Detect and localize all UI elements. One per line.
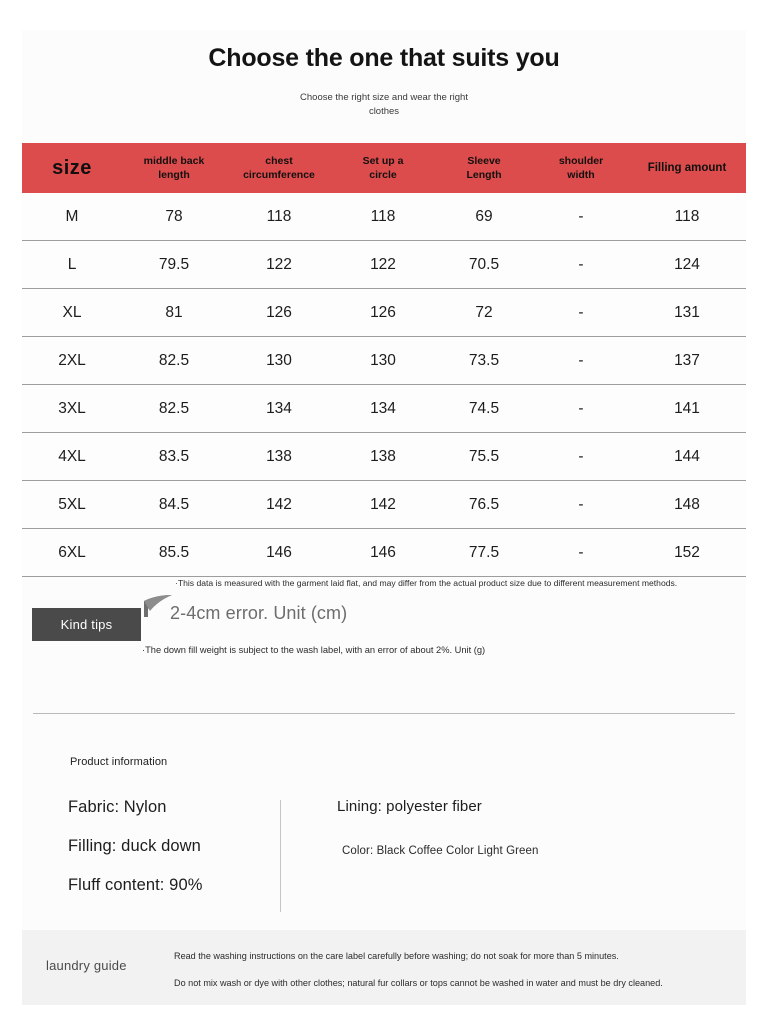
cell-sleeve-length: 72 — [434, 289, 534, 337]
cell-size: 2XL — [22, 337, 122, 385]
kind-tips-badge-wrapper — [32, 595, 172, 645]
product-attribute-filling: Filling: duck down — [68, 837, 201, 855]
cell-filling-amount: 141 — [628, 385, 746, 433]
cell-chest-circumference: 138 — [226, 433, 332, 481]
product-information-section — [22, 798, 746, 948]
cell-set-up-a-circle: 122 — [332, 241, 434, 289]
cell-size: M — [22, 193, 122, 241]
cell-set-up-a-circle: 118 — [332, 193, 434, 241]
table-row — [22, 337, 746, 385]
cell-size: 4XL — [22, 433, 122, 481]
cell-filling-amount: 137 — [628, 337, 746, 385]
cell-set-up-a-circle: 146 — [332, 529, 434, 577]
size-table-wrapper — [22, 143, 746, 577]
cell-chest-circumference: 118 — [226, 193, 332, 241]
kind-tips-badge-label: Kind tips — [60, 617, 113, 632]
cell-shoulder-width: - — [534, 193, 628, 241]
product-information-heading: Product information — [70, 756, 168, 768]
page-subtitle-line-2: clothes — [368, 106, 400, 117]
cell-sleeve-length: 74.5 — [434, 385, 534, 433]
product-attribute-fabric: Fabric: Nylon — [68, 798, 167, 816]
cell-shoulder-width: - — [534, 337, 628, 385]
cell-sleeve-length: 76.5 — [434, 481, 534, 529]
table-row — [22, 433, 746, 481]
column-header-filling-amount-text: Filling amount — [647, 162, 727, 174]
cell-middle-back-length: 78 — [122, 193, 226, 241]
cell-sleeve-length: 70.5 — [434, 241, 534, 289]
cell-middle-back-length: 81 — [122, 289, 226, 337]
column-header-chest-circumference-line-2: circumference — [243, 169, 315, 181]
kind-tips-badge — [32, 608, 141, 641]
cell-middle-back-length: 79.5 — [122, 241, 226, 289]
cell-chest-circumference: 122 — [226, 241, 332, 289]
cell-shoulder-width: - — [534, 385, 628, 433]
cell-filling-amount: 118 — [628, 193, 746, 241]
cell-set-up-a-circle: 142 — [332, 481, 434, 529]
laundry-guide-line-1: Read the washing instructions on the care label carefully before washing; do not soak for more than 5 minutes. — [174, 951, 619, 961]
cell-size: 5XL — [22, 481, 122, 529]
cell-set-up-a-circle: 126 — [332, 289, 434, 337]
error-tolerance-note: 2-4cm error. Unit (cm) — [170, 603, 348, 623]
cell-shoulder-width: - — [534, 289, 628, 337]
table-row — [22, 289, 746, 337]
size-table-body — [22, 193, 746, 577]
size-table-header — [22, 143, 746, 193]
column-header-sleeve-length-line-1: Sleeve — [467, 155, 501, 167]
page-title: Choose the one that suits you — [208, 44, 560, 72]
laundry-guide-instructions — [174, 948, 740, 1002]
column-header-shoulder-width-line-1: shoulder — [558, 155, 604, 167]
column-header-shoulder-width — [534, 143, 628, 193]
kind-tips-section — [22, 570, 746, 690]
cell-chest-circumference: 126 — [226, 289, 332, 337]
page-subtitle — [274, 91, 494, 119]
column-header-chest-circumference — [226, 143, 332, 193]
cell-filling-amount: 131 — [628, 289, 746, 337]
size-table — [22, 143, 746, 577]
column-header-size-text: size — [52, 157, 92, 179]
page-subtitle-line-1: Choose the right size and wear the right — [300, 92, 468, 103]
cell-middle-back-length: 84.5 — [122, 481, 226, 529]
column-header-filling-amount — [628, 143, 746, 193]
size-table-header-row — [22, 143, 746, 193]
down-fill-weight-note: ·The down fill weight is subject to the wash label, with an error of about 2%. Unit (g) — [142, 645, 486, 655]
product-information-left-column — [68, 798, 298, 915]
cell-set-up-a-circle: 134 — [332, 385, 434, 433]
cell-sleeve-length: 69 — [434, 193, 534, 241]
column-header-sleeve-length — [434, 143, 534, 193]
cell-sleeve-length: 75.5 — [434, 433, 534, 481]
cell-shoulder-width: - — [534, 481, 628, 529]
cell-shoulder-width: - — [534, 433, 628, 481]
column-header-shoulder-width-line-2: width — [567, 169, 595, 181]
cell-size: L — [22, 241, 122, 289]
product-information-right-column — [337, 798, 717, 857]
cell-chest-circumference: 146 — [226, 529, 332, 577]
cell-filling-amount: 152 — [628, 529, 746, 577]
product-attribute-fluff-content: Fluff content: 90% — [68, 876, 203, 894]
cell-middle-back-length: 85.5 — [122, 529, 226, 577]
cell-filling-amount: 144 — [628, 433, 746, 481]
cell-set-up-a-circle: 138 — [332, 433, 434, 481]
cell-size: XL — [22, 289, 122, 337]
product-attribute-color: Color: Black Coffee Color Light Green — [342, 845, 539, 857]
column-header-set-up-a-circle-line-2: circle — [369, 169, 397, 181]
cell-size: 6XL — [22, 529, 122, 577]
cell-filling-amount: 124 — [628, 241, 746, 289]
column-header-middle-back-length-line-1: middle back — [143, 155, 205, 167]
cell-middle-back-length: 82.5 — [122, 337, 226, 385]
cell-chest-circumference: 130 — [226, 337, 332, 385]
table-row — [22, 193, 746, 241]
laundry-guide-line-2: Do not mix wash or dye with other clothes; natural fur collars or tops cannot be washed in water and must be dry cleaned. — [174, 978, 663, 988]
column-header-set-up-a-circle — [332, 143, 434, 193]
column-header-middle-back-length — [122, 143, 226, 193]
size-chart-page — [22, 30, 746, 1005]
table-row — [22, 385, 746, 433]
cell-middle-back-length: 82.5 — [122, 385, 226, 433]
cell-shoulder-width: - — [534, 241, 628, 289]
section-divider — [33, 713, 735, 714]
laundry-guide-label: laundry guide — [46, 958, 127, 973]
table-row — [22, 241, 746, 289]
cell-chest-circumference: 142 — [226, 481, 332, 529]
column-header-sleeve-length-line-2: Length — [466, 169, 502, 181]
cell-sleeve-length: 77.5 — [434, 529, 534, 577]
column-header-chest-circumference-line-1: chest — [265, 155, 293, 167]
cell-shoulder-width: - — [534, 529, 628, 577]
cell-sleeve-length: 73.5 — [434, 337, 534, 385]
product-information-vertical-divider — [280, 800, 281, 912]
cell-filling-amount: 148 — [628, 481, 746, 529]
table-row — [22, 481, 746, 529]
laundry-guide-section — [22, 930, 746, 1005]
column-header-set-up-a-circle-line-1: Set up a — [362, 155, 404, 167]
column-header-middle-back-length-line-2: length — [158, 169, 190, 181]
cell-chest-circumference: 134 — [226, 385, 332, 433]
column-header-size — [22, 143, 122, 193]
measurement-disclaimer: ·This data is measured with the garment laid flat, and may differ from the actual product size due to different measurement methods. — [175, 578, 678, 588]
cell-set-up-a-circle: 130 — [332, 337, 434, 385]
cell-middle-back-length: 83.5 — [122, 433, 226, 481]
product-attribute-lining: Lining: polyester fiber — [337, 798, 482, 815]
cell-size: 3XL — [22, 385, 122, 433]
